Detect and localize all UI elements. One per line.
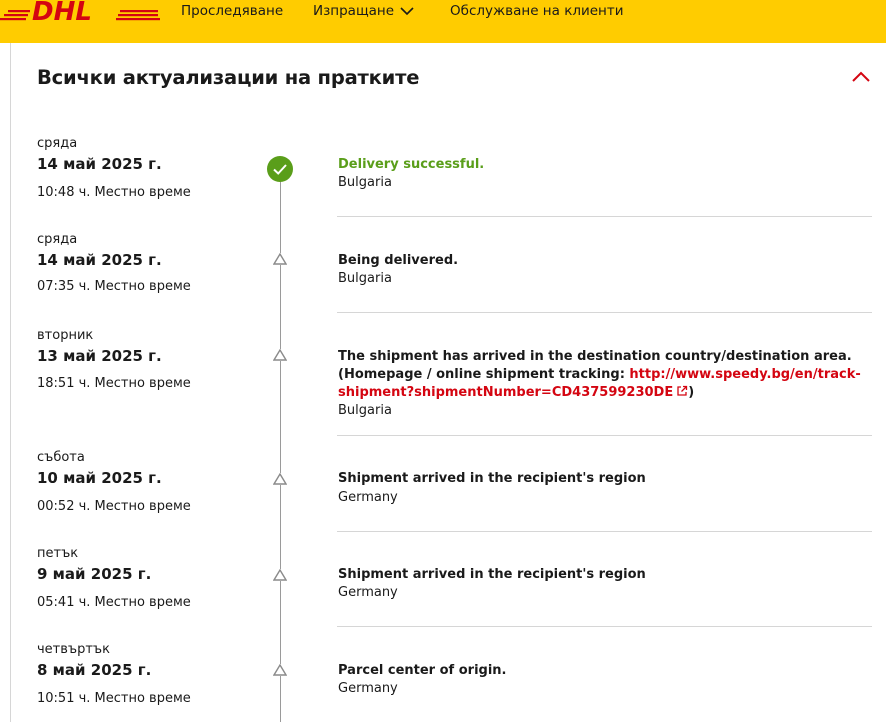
event-time: 10:51 ч. Местно време	[37, 691, 191, 706]
event-status: Being delivered.	[338, 253, 459, 268]
event-location: Bulgaria	[338, 271, 392, 286]
triangle-marker-icon	[273, 664, 287, 676]
timeline-event	[10, 313, 872, 436]
event-status-text-end: )	[688, 385, 695, 400]
chevron-down-icon	[400, 7, 414, 16]
triangle-marker-icon	[273, 569, 287, 581]
event-weekday: сряда	[37, 136, 78, 151]
event-status: Parcel center of origin.	[338, 663, 507, 678]
event-location: Bulgaria	[338, 175, 392, 190]
speedy-tracking-link-text: http://www.speedy.bg/en/track-shipment?shipmentNumber=CD437599230DE	[338, 367, 861, 400]
triangle-marker-icon	[273, 473, 287, 485]
event-location: Bulgaria	[338, 403, 392, 418]
timeline-event	[10, 130, 872, 217]
external-link-icon	[676, 385, 688, 397]
event-status: Delivery successful.	[338, 157, 485, 172]
nav-customer-service-link[interactable]: Обслужване на клиенти	[450, 3, 624, 19]
event-date: 10 май 2025 г.	[37, 469, 162, 487]
event-location: Germany	[338, 585, 398, 600]
event-status: Shipment arrived in the recipient's region	[338, 471, 646, 486]
event-date: 8 май 2025 г.	[37, 661, 152, 679]
event-date: 14 май 2025 г.	[37, 251, 162, 269]
event-date: 9 май 2025 г.	[37, 565, 152, 583]
check-circle-icon	[267, 156, 293, 182]
event-status-text: The shipment has arrived in the destination country/destination area. (Homepage / online shipment tracking:	[338, 349, 852, 382]
event-location: Germany	[338, 681, 398, 696]
top-header	[0, 0, 886, 43]
svg-text:DHL: DHL	[32, 0, 92, 24]
event-weekday: сряда	[37, 232, 78, 247]
event-time: 05:41 ч. Местно време	[37, 595, 191, 610]
event-weekday: петък	[37, 546, 79, 561]
event-time: 18:51 ч. Местно време	[37, 376, 191, 391]
event-status	[338, 348, 868, 402]
event-status: Shipment arrived in the recipient's region	[338, 567, 646, 582]
event-weekday: събота	[37, 450, 85, 465]
panel-title: Всички актуализации на пратките	[37, 66, 420, 89]
timeline-event	[10, 436, 872, 532]
nav-ship-menu[interactable]	[313, 3, 414, 19]
event-time: 10:48 ч. Местно време	[37, 185, 191, 200]
triangle-marker-icon	[273, 253, 287, 265]
event-weekday: вторник	[37, 328, 94, 343]
nav-track-link[interactable]: Проследяване	[181, 3, 284, 19]
timeline-event	[10, 217, 872, 313]
chevron-up-icon[interactable]	[850, 69, 872, 85]
timeline-event	[10, 532, 872, 627]
event-date: 14 май 2025 г.	[37, 155, 162, 173]
event-location: Germany	[338, 490, 398, 505]
event-time: 00:52 ч. Местно време	[37, 499, 191, 514]
nav-ship-label: Изпращане	[313, 3, 395, 19]
event-weekday: четвъртък	[37, 642, 110, 657]
event-time: 07:35 ч. Местно време	[37, 279, 191, 294]
triangle-marker-icon	[273, 349, 287, 361]
dhl-logo[interactable]	[0, 0, 162, 24]
timeline-event	[10, 627, 872, 722]
event-date: 13 май 2025 г.	[37, 347, 162, 365]
